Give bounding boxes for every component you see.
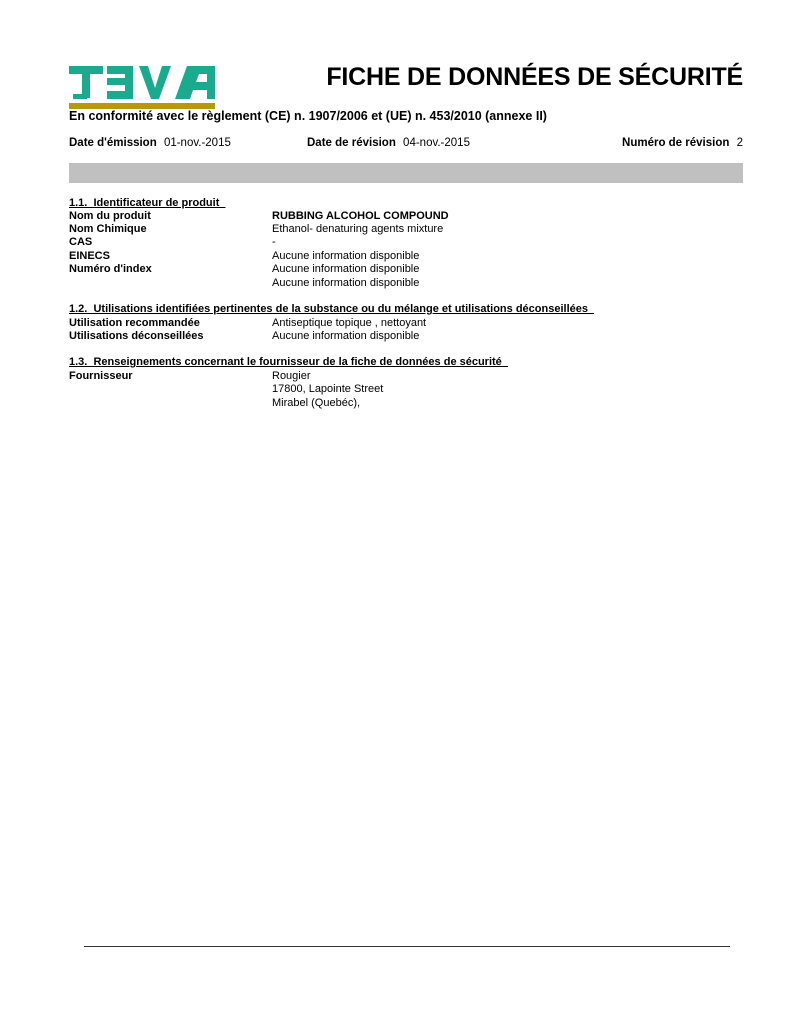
section-1-1-heading: 1.1. Identificateur de produit [69, 197, 226, 209]
issue-date-value: 01-nov.-2015 [163, 137, 231, 149]
revision-date-value: 04-nov.-2015 [403, 137, 470, 149]
recommended-use-label: Utilisation recommandée [69, 317, 200, 329]
revision-number-label: Numéro de révision [622, 137, 730, 149]
uses-advised-against-label: Utilisations déconseillées [69, 330, 204, 342]
revision-date-label: Date de révision [307, 137, 396, 149]
index-number-value: Aucune information disponible [272, 263, 420, 275]
product-name-value: RUBBING ALCOHOL COMPOUND [272, 210, 449, 222]
supplier-city: Mirabel (Quebéc), [272, 397, 361, 409]
document-title: FICHE DE DONNÉES DE SÉCURITÉ [326, 63, 743, 91]
footer-divider [84, 946, 730, 947]
chemical-name-value: Ethanol- denaturing agents mixture [272, 223, 444, 235]
revision-number [622, 137, 743, 149]
issue-date-label: Date d'émission [69, 137, 157, 149]
section-1-2-heading: 1.2. Utilisations identifiées pertinentes de la substance ou du mélange et utilisations déconseillées [69, 303, 595, 315]
section-header-bar [69, 163, 743, 183]
issue-date [69, 137, 231, 149]
section-1-3-heading: 1.3. Renseignements concernant le fournisseur de la fiche de données de sécurité [69, 356, 508, 368]
recommended-use-value: Antiseptique topique , nettoyant [272, 317, 427, 329]
revision-date [307, 137, 470, 149]
supplier-label: Fournisseur [69, 370, 133, 382]
einecs-value: Aucune information disponible [272, 250, 420, 262]
uses-advised-against-value: Aucune information disponible [272, 330, 420, 342]
cas-label: CAS [69, 236, 93, 248]
supplier-street: 17800, Lapointe Street [272, 383, 384, 395]
index-number-label: Numéro d'index [69, 263, 152, 275]
extra-info-value: Aucune information disponible [272, 277, 420, 289]
revision-number-value: 2 [736, 137, 743, 149]
cas-value: - [272, 236, 276, 248]
regulation-subtitle: En conformité avec le règlement (CE) n. 1907/2006 et (UE) n. 453/2010 (annexe II) [69, 109, 547, 123]
einecs-label: EINECS [69, 250, 110, 262]
supplier-name: Rougier [272, 370, 311, 382]
chemical-name-label: Nom Chimique [69, 223, 147, 235]
product-name-label: Nom du produit [69, 210, 151, 222]
